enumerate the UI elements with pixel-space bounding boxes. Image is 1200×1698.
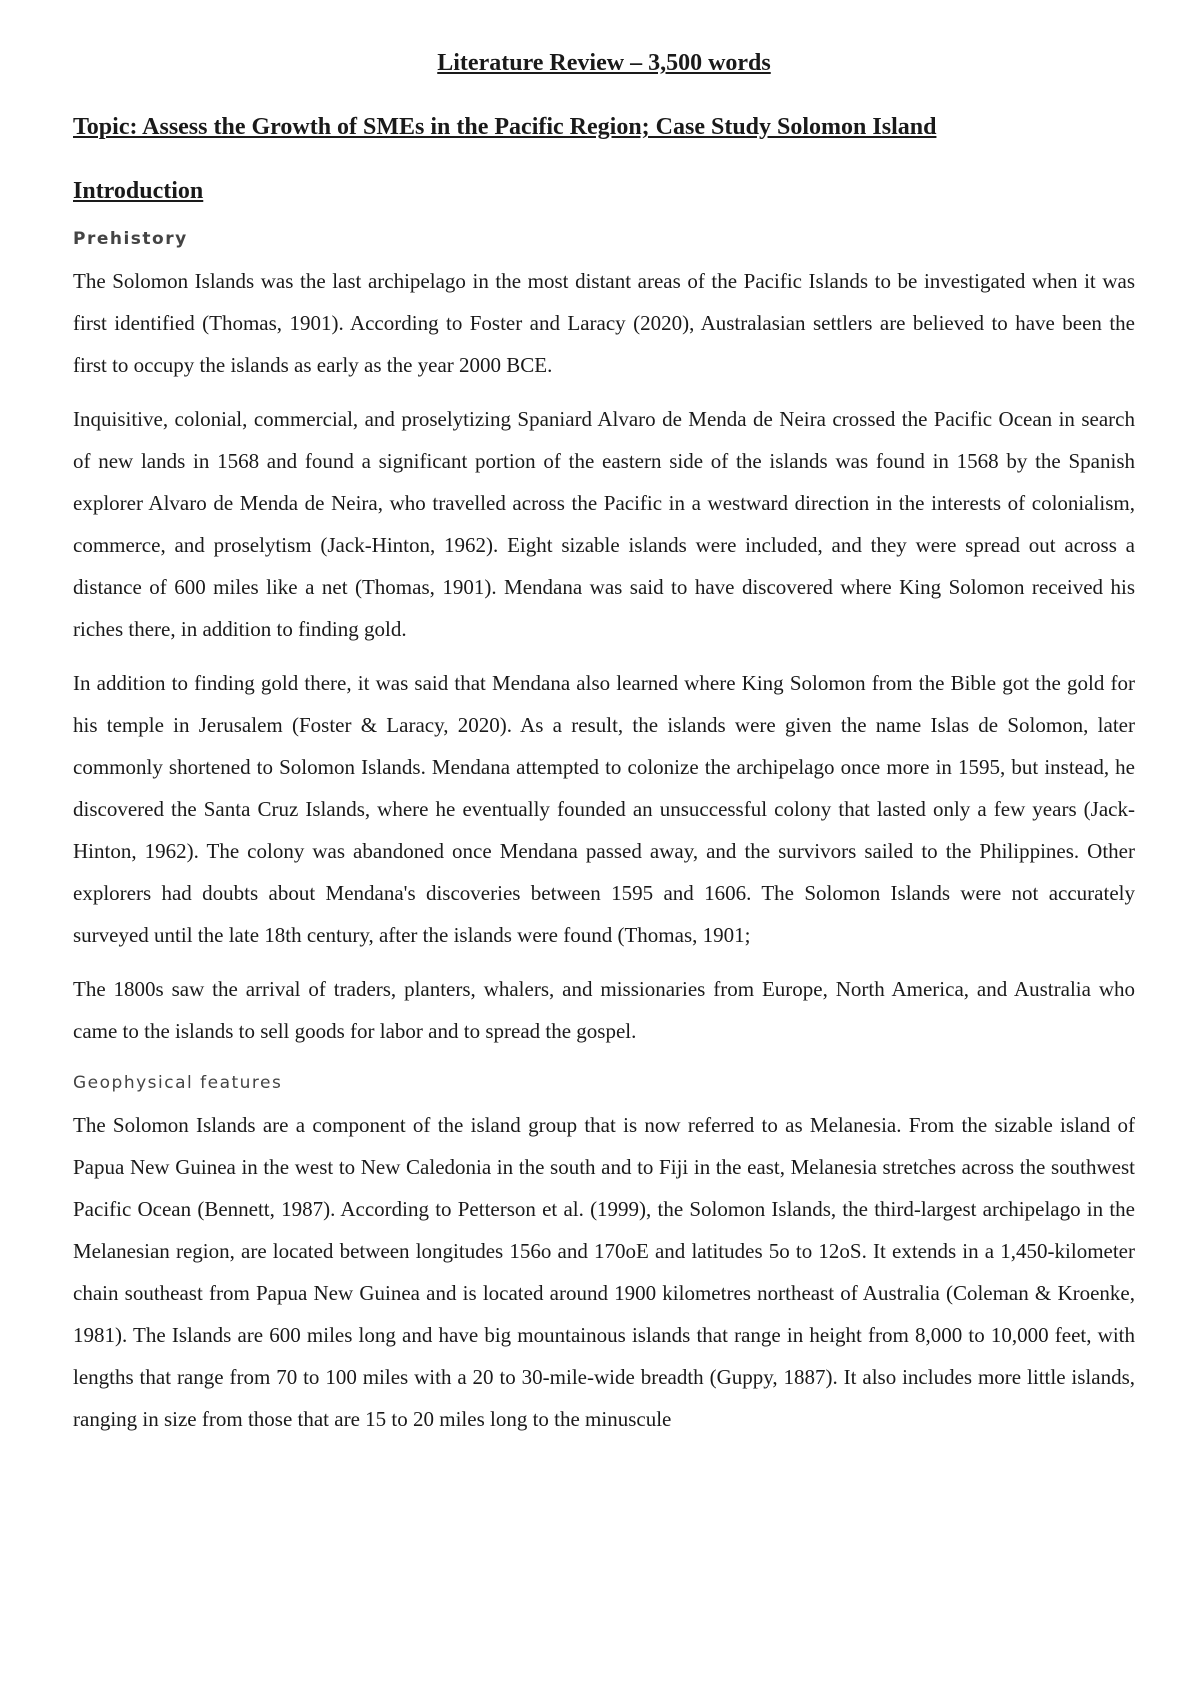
paragraph: Inquisitive, colonial, commercial, and proselytizing Spaniard Alvaro de Menda de Neira crossed the Pacific Ocean in search of new lands in 1568 and found a significant portion of the eastern side of the islands was found in 1568 by the Spanish explorer Alvaro de Menda de Neira, who travelled across the Pacific in a westward direction in the interests of colonialism, commerce, and proselytism (Jack-Hinton, 1962). Eight sizable islands were included, and they were spread out across a distance of 600 miles like a net (Thomas, 1901). Mendana was said to have discovered where King Solomon received his riches there, in addition to finding gold. — [73, 407, 1135, 641]
section-heading-introduction: Introduction — [73, 178, 204, 204]
subheading-prehistory: Prehistory — [73, 229, 188, 249]
paragraph: The Solomon Islands was the last archipelago in the most distant areas of the Pacific Islands to be investigated when it was first identified (Thomas, 1901). According to Foster and Laracy (2020), Australasian settlers are believed to have been the first to occupy the islands as early as the year 2000 BCE. — [73, 269, 1135, 377]
document-page — [73, 40, 1135, 1440]
document-title: Literature Review – 3,500 words — [437, 50, 771, 76]
subheading-geophysical-features: Geophysical features — [73, 1073, 283, 1093]
paragraph: The Solomon Islands are a component of the island group that is now referred to as Melanesia. From the sizable island of Papua New Guinea in the west to New Caledonia in the south and to Fiji in the east, Melanesia stretches across the southwest Pacific Ocean (Bennett, 1987). According to Petterson et al. (1999), the Solomon Islands, the third-largest archipelago in the Melanesian region, are located between longitudes 156o and 170oE and latitudes 5o to 12oS. It extends in a 1,450-kilometer chain southeast from Papua New Guinea and is located around 1900 kilometres northeast of Australia (Coleman & Kroenke, 1981). The Islands are 600 miles long and have big mountainous islands that range in height from 8,000 to 10,000 feet, with lengths that range from 70 to 100 miles with a 20 to 30-mile-wide breadth (Guppy, 1887). It also includes more little islands, ranging in size from those that are 15 to 20 miles long to the minuscule — [73, 1113, 1135, 1431]
paragraph: The 1800s saw the arrival of traders, planters, whalers, and missionaries from Europe, North America, and Australia who came to the islands to sell goods for labor and to spread the gospel. — [73, 977, 1135, 1043]
paragraph: In addition to finding gold there, it was said that Mendana also learned where King Solomon from the Bible got the gold for his temple in Jerusalem (Foster & Laracy, 2020). As a result, the islands were given the name Islas de Solomon, later commonly shortened to Solomon Islands. Mendana attempted to colonize the archipelago once more in 1595, but instead, he discovered the Santa Cruz Islands, where he eventually founded an unsuccessful colony that lasted only a few years (Jack-Hinton, 1962). The colony was abandoned once Mendana passed away, and the survivors sailed to the Philippines. Other explorers had doubts about Mendana's discoveries between 1595 and 1606. The Solomon Islands were not accurately surveyed until the late 18th century, after the islands were found (Thomas, 1901; — [73, 671, 1135, 947]
document-topic: Topic: Assess the Growth of SMEs in the Pacific Region; Case Study Solomon Island — [73, 114, 937, 140]
